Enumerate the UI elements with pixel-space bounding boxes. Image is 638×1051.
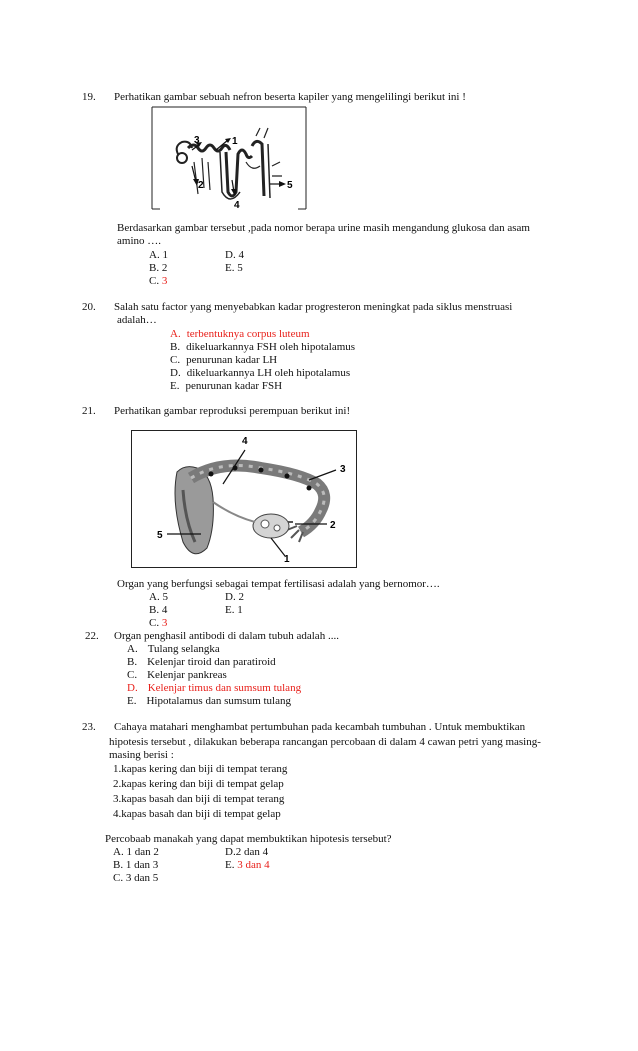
q21-option-e: E. 1 [225, 604, 243, 616]
q21-number: 21. [82, 405, 96, 417]
q23-number: 23. [82, 721, 96, 733]
q21-answer: 3 [161, 617, 168, 629]
q23-question-line3: masing berisi : [109, 749, 174, 761]
q23-option-a: A. 1 dan 2 [113, 846, 159, 858]
q22-option-a: A. Tulang selangka [127, 643, 220, 655]
female-reproduction-figure [131, 430, 357, 571]
q19-number: 19. [82, 91, 96, 103]
q21-option-a: A. 5 [149, 591, 168, 603]
q23-item-1: 1.kapas kering dan biji di tempat terang [113, 763, 288, 775]
q20-question-line2: adalah… [117, 314, 157, 326]
repro-label-2: 2 [330, 520, 336, 531]
q23-question-line2: hipotesis tersebut , dilakukan beberapa rancangan percobaan di dalam 4 cawan petri yang masing- [109, 736, 541, 748]
repro-label-4: 4 [242, 436, 248, 447]
nephron-label-2: 3 [194, 135, 200, 146]
q21-followup: Organ yang berfungsi sebagai tempat fertilisasi adalah yang bernomor…. [117, 578, 440, 590]
q19-option-c-prefix: C. [149, 275, 162, 287]
q23-answer: 3 dan 4 [237, 859, 270, 871]
q19-option-c [149, 275, 167, 288]
q19-option-a: A. 1 [149, 249, 168, 261]
q20-question-line1: Salah satu factor yang menyebabkan kadar progresteron meningkat pada siklus menstruasi [114, 301, 513, 313]
q23-item-4: 4.kapas basah dan biji di tempat gelap [113, 808, 281, 820]
nephron-label-1: 2 [198, 180, 204, 191]
q22-option-d: D. Kelenjar timus dan sumsum tulang [127, 682, 302, 694]
q23-question-line1: Cahaya matahari menghambat pertumbuhan pada kecambah tumbuhan . Untuk membuktikan [114, 721, 526, 733]
q21-option-c [149, 617, 167, 630]
q23-option-b: B. 1 dan 3 [113, 859, 159, 871]
q20-option-e: E. penurunan kadar FSH [170, 380, 283, 392]
q19-question: Perhatikan gambar sebuah nefron beserta kapiler yang mengelilingi berikut ini ! [114, 91, 466, 103]
q20-option-a: A. terbentuknya corpus luteum [170, 328, 310, 340]
q23-option-d: D.2 dan 4 [225, 846, 269, 858]
q20-option-d: D. dikeluarkannya LH oleh hipotalamus [170, 367, 351, 379]
q19-option-e: E. 5 [225, 262, 243, 274]
q19-answer: 3 [161, 275, 168, 287]
q22-option-b: B. Kelenjar tiroid dan paratiroid [127, 656, 276, 668]
q22-number: 22. [85, 630, 99, 642]
nephron-figure [148, 106, 308, 219]
q19-followup-line2: amino …. [117, 235, 161, 247]
q19-option-d: D. 4 [225, 249, 244, 261]
nephron-label-4: 4 [234, 200, 240, 211]
q21-question: Perhatikan gambar reproduksi perempuan berikut ini! [114, 405, 351, 417]
q19-option-b: B. 2 [149, 262, 168, 274]
q20-option-b: B. dikeluarkannya FSH oleh hipotalamus [170, 341, 356, 353]
q22-option-c: C. Kelenjar pankreas [127, 669, 227, 681]
q20-option-c: C. penurunan kadar LH [170, 354, 278, 366]
nephron-label-3: 1 [232, 136, 238, 147]
q23-option-c: C. 3 dan 5 [113, 872, 159, 884]
nephron-label-5: 5 [287, 180, 293, 191]
q23-option-e [225, 859, 270, 872]
q23-prompt: Percobaab manakah yang dapat membuktikan hipotesis tersebut? [105, 833, 392, 845]
q22-option-e: E. Hipotalamus dan sumsum tulang [127, 695, 291, 707]
q21-option-c-prefix: C. [149, 617, 162, 629]
q19-followup-line1: Berdasarkan gambar tersebut ,pada nomor berapa urine masih mengandung glukosa dan asam [117, 222, 530, 234]
q23-item-2: 2.kapas kering dan biji di tempat gelap [113, 778, 284, 790]
q21-option-d: D. 2 [225, 591, 244, 603]
q23-item-3: 3.kapas basah dan biji di tempat terang [113, 793, 285, 805]
repro-label-3: 3 [340, 464, 346, 475]
repro-label-5: 5 [157, 530, 163, 541]
repro-label-1: 1 [284, 554, 290, 565]
q20-number: 20. [82, 301, 96, 313]
q21-option-b: B. 4 [149, 604, 168, 616]
q22-question: Organ penghasil antibodi di dalam tubuh adalah .... [114, 630, 339, 642]
q23-option-e-prefix: E. [225, 859, 238, 871]
